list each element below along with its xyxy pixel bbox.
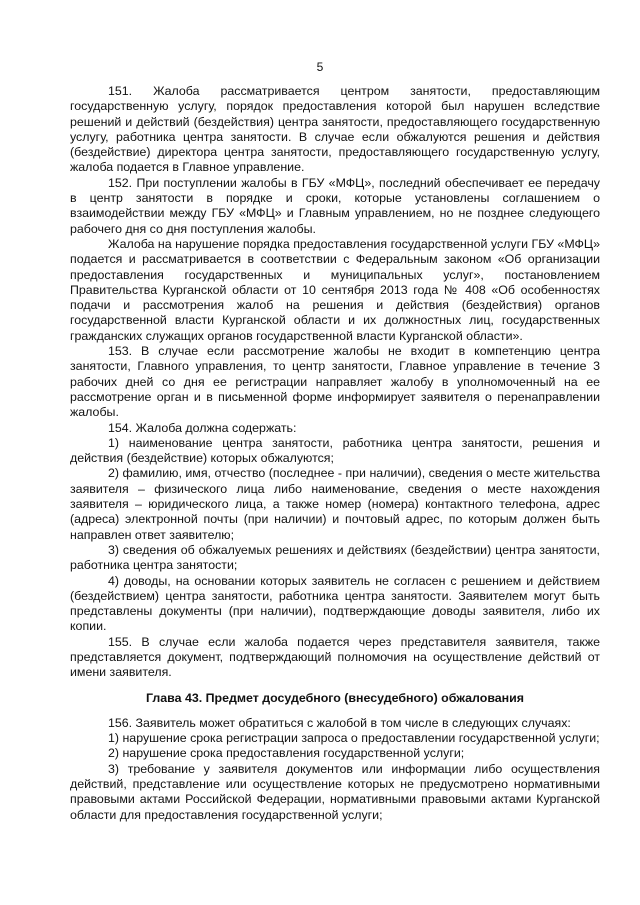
list-item-156-1: 1) нарушение срока регистрации запроса о предоставлении государственной услуги;: [108, 731, 600, 746]
chapter-heading: Глава 43. Предмет досудебного (внесудебного) обжалования: [145, 690, 524, 705]
paragraph-152: 152. При поступлении жалобы в ГБУ «МФЦ», последний обеспечивает ее передачу в центр занятости в порядке и сроки, которые установлены соглашением о взаимодействии между ГБУ «МФЦ» и Главным управлением, но не позднее следующего рабочего дня со дня поступления жалобы.: [70, 175, 600, 236]
document-body: [70, 84, 600, 823]
paragraph-153: 153. В случае если рассмотрение жалобы не входит в компетенцию центра занятости, Главного управления, то центр занятости, Главное управление в течение 3 рабочих дней со дня ее регистрации направляет жалобу в уполномоченный на ее рассмотрение орган и в письменной форме информирует заявителя о перенаправлении жалобы.: [70, 344, 600, 420]
paragraph-156: 156. Заявитель может обратиться с жалобой в том числе в следующих случаях:: [108, 715, 571, 730]
paragraph-155: 155. В случае если жалоба подается через представителя заявителя, также представляется документ, подтверждающий полномочия на осуществление действий от имени заявителя.: [70, 634, 600, 680]
list-item-154-2: 2) фамилию, имя, отчество (последнее - при наличии), сведения о месте жительства заявителя – физического лица либо наименование, сведения о месте нахождения заявителя – юридического лица, а также номер (номера) контактного телефона, адрес (адреса) электронной почты (при наличии) и почтовый адрес, по которым должен быть направлен ответ заявителю;: [70, 466, 600, 542]
list-item-154-1: 1) наименование центра занятости, работника центра занятости, решения и действия (бездействие) которых обжалуются;: [70, 435, 600, 466]
paragraph-151: 151. Жалоба рассматривается центром занятости, предоставляющим государственную услугу, порядок предоставления которой был нарушен вследствие решений и действий (бездействия) центра занятости, предоставляющего государственную услугу, работника центра занятости. В случае если обжалуются решения и действия (бездействие) директора центра занятости, предоставляющего государственную услугу, жалоба подается в Главное управление.: [70, 84, 600, 175]
list-item-154-3: 3) сведения об обжалуемых решениях и действиях (бездействии) центра занятости, работника центра занятости;: [70, 542, 600, 573]
paragraph-154: 154. Жалоба должна содержать:: [108, 420, 297, 435]
list-item-154-4: 4) доводы, на основании которых заявитель не согласен с решением и действием (бездействием) центра занятости, работника центра занятости. Заявителем могут быть представлены документы (при наличии), подтверждающие доводы заявителя, либо их копии.: [70, 573, 600, 634]
list-item-156-2: 2) нарушение срока предоставления государственной услуги;: [108, 746, 465, 761]
paragraph-mfc-complaint: Жалоба на нарушение порядка предоставления государственной услуги ГБУ «МФЦ» подается и рассматривается в соответствии с Федеральным законом «Об организации предоставления государственных и муниципальных услуг», постановлением Правительства Курганской области от 10 сентября 2013 года № 408 «Об особенностях подачи и рассмотрения жалоб на решения и действия (бездействия) органов государственной власти Курганской области и их должностных лиц, государственных гражданских служащих органов государственной власти Курганской области».: [70, 236, 600, 343]
page-number: 5: [316, 60, 324, 74]
list-item-156-3: 3) требование у заявителя документов или информации либо осуществления действий, представление или осуществление которых не предусмотрено нормативными правовыми актами Российской Федерации, нормативными правовыми актами Курганской области для предоставления государственной услуги;: [70, 761, 600, 822]
